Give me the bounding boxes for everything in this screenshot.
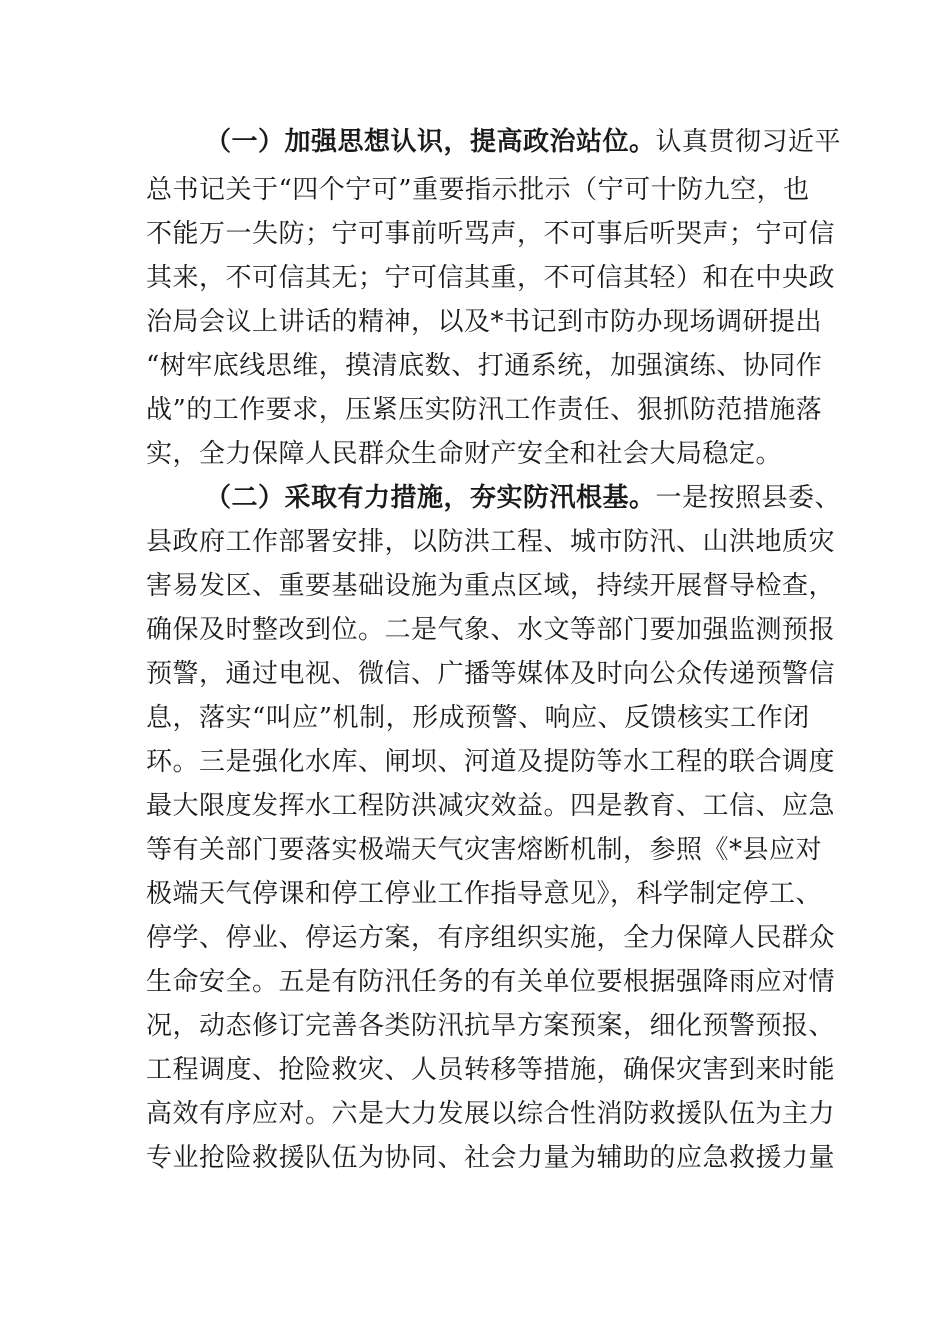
paragraph-1-line-1 (205, 122, 842, 162)
paragraph-2-line-8: 最大限度发挥水工程防洪减灾效益。四是教育、工信、应急 (146, 791, 836, 821)
paragraph-2-line-15: 高效有序应对。六是大力发展以综合性消防救援队伍为主力 (146, 1099, 836, 1129)
paragraph-1-line-5: 治局会议上讲话的精神，以及*书记到市防办现场调研提出 (146, 307, 823, 337)
paragraph-2-line-1-text: 一是按照县委、 (655, 483, 842, 513)
paragraph-2-line-9: 等有关部门要落实极端天气灾害熔断机制，参照《*县应对 (146, 835, 823, 865)
paragraph-2-line-10: 极端天气停课和停工停业工作指导意见》，科学制定停工、 (146, 879, 823, 909)
paragraph-2-line-1 (205, 478, 842, 518)
paragraph-1-line-4: 其来，不可信其无；宁可信其重，不可信其轻）和在中央政 (146, 263, 836, 293)
paragraph-2-line-4: 确保及时整改到位。二是气象、水文等部门要加强监测预报 (146, 615, 836, 645)
paragraph-1-line-8: 实，全力保障人民群众生命财产安全和社会大局稳定。 (146, 439, 783, 469)
paragraph-2-line-16: 专业抢险救援队伍为协同、社会力量为辅助的应急救援力量 (146, 1143, 836, 1173)
paragraph-1-line-2: 总书记关于“四个宁可”重要指示批示（宁可十防九空，也 (146, 175, 810, 205)
paragraph-2-line-3: 害易发区、重要基础设施为重点区域，持续开展督导检查， (146, 571, 836, 601)
paragraph-2-heading: （二）采取有力措施，夯实防汛根基。 (205, 483, 656, 513)
paragraph-1-line-1-text: 认真贯彻习近平 (655, 127, 842, 157)
paragraph-2-line-11: 停学、停业、停运方案，有序组织实施，全力保障人民群众 (146, 923, 836, 953)
paragraph-1-line-3: 不能万一失防；宁可事前听骂声，不可事后听哭声；宁可信 (146, 219, 836, 249)
paragraph-1-heading: （一）加强思想认识，提高政治站位。 (205, 127, 656, 157)
paragraph-2-line-13: 况，动态修订完善各类防汛抗旱方案预案，细化预警预报、 (146, 1011, 836, 1041)
paragraph-1-line-6: “树牢底线思维，摸清底数、打通系统，加强演练、协同作 (146, 351, 823, 381)
paragraph-1-line-7: 战”的工作要求，压紧压实防汛工作责任、狠抓防范措施落 (146, 395, 823, 425)
paragraph-2-line-12: 生命安全。五是有防汛任务的有关单位要根据强降雨应对情 (146, 967, 836, 997)
paragraph-2-line-14: 工程调度、抢险救灾、人员转移等措施，确保灾害到来时能 (146, 1055, 836, 1085)
paragraph-2-line-6: 息，落实“叫应”机制，形成预警、响应、反馈核实工作闭 (146, 703, 810, 733)
paragraph-2-line-2: 县政府工作部署安排，以防洪工程、城市防汛、山洪地质灾 (146, 527, 836, 557)
paragraph-2-line-7: 环。三是强化水库、闸坝、河道及提防等水工程的联合调度 (146, 747, 836, 777)
paragraph-2-line-5: 预警，通过电视、微信、广播等媒体及时向公众传递预警信 (146, 659, 836, 689)
